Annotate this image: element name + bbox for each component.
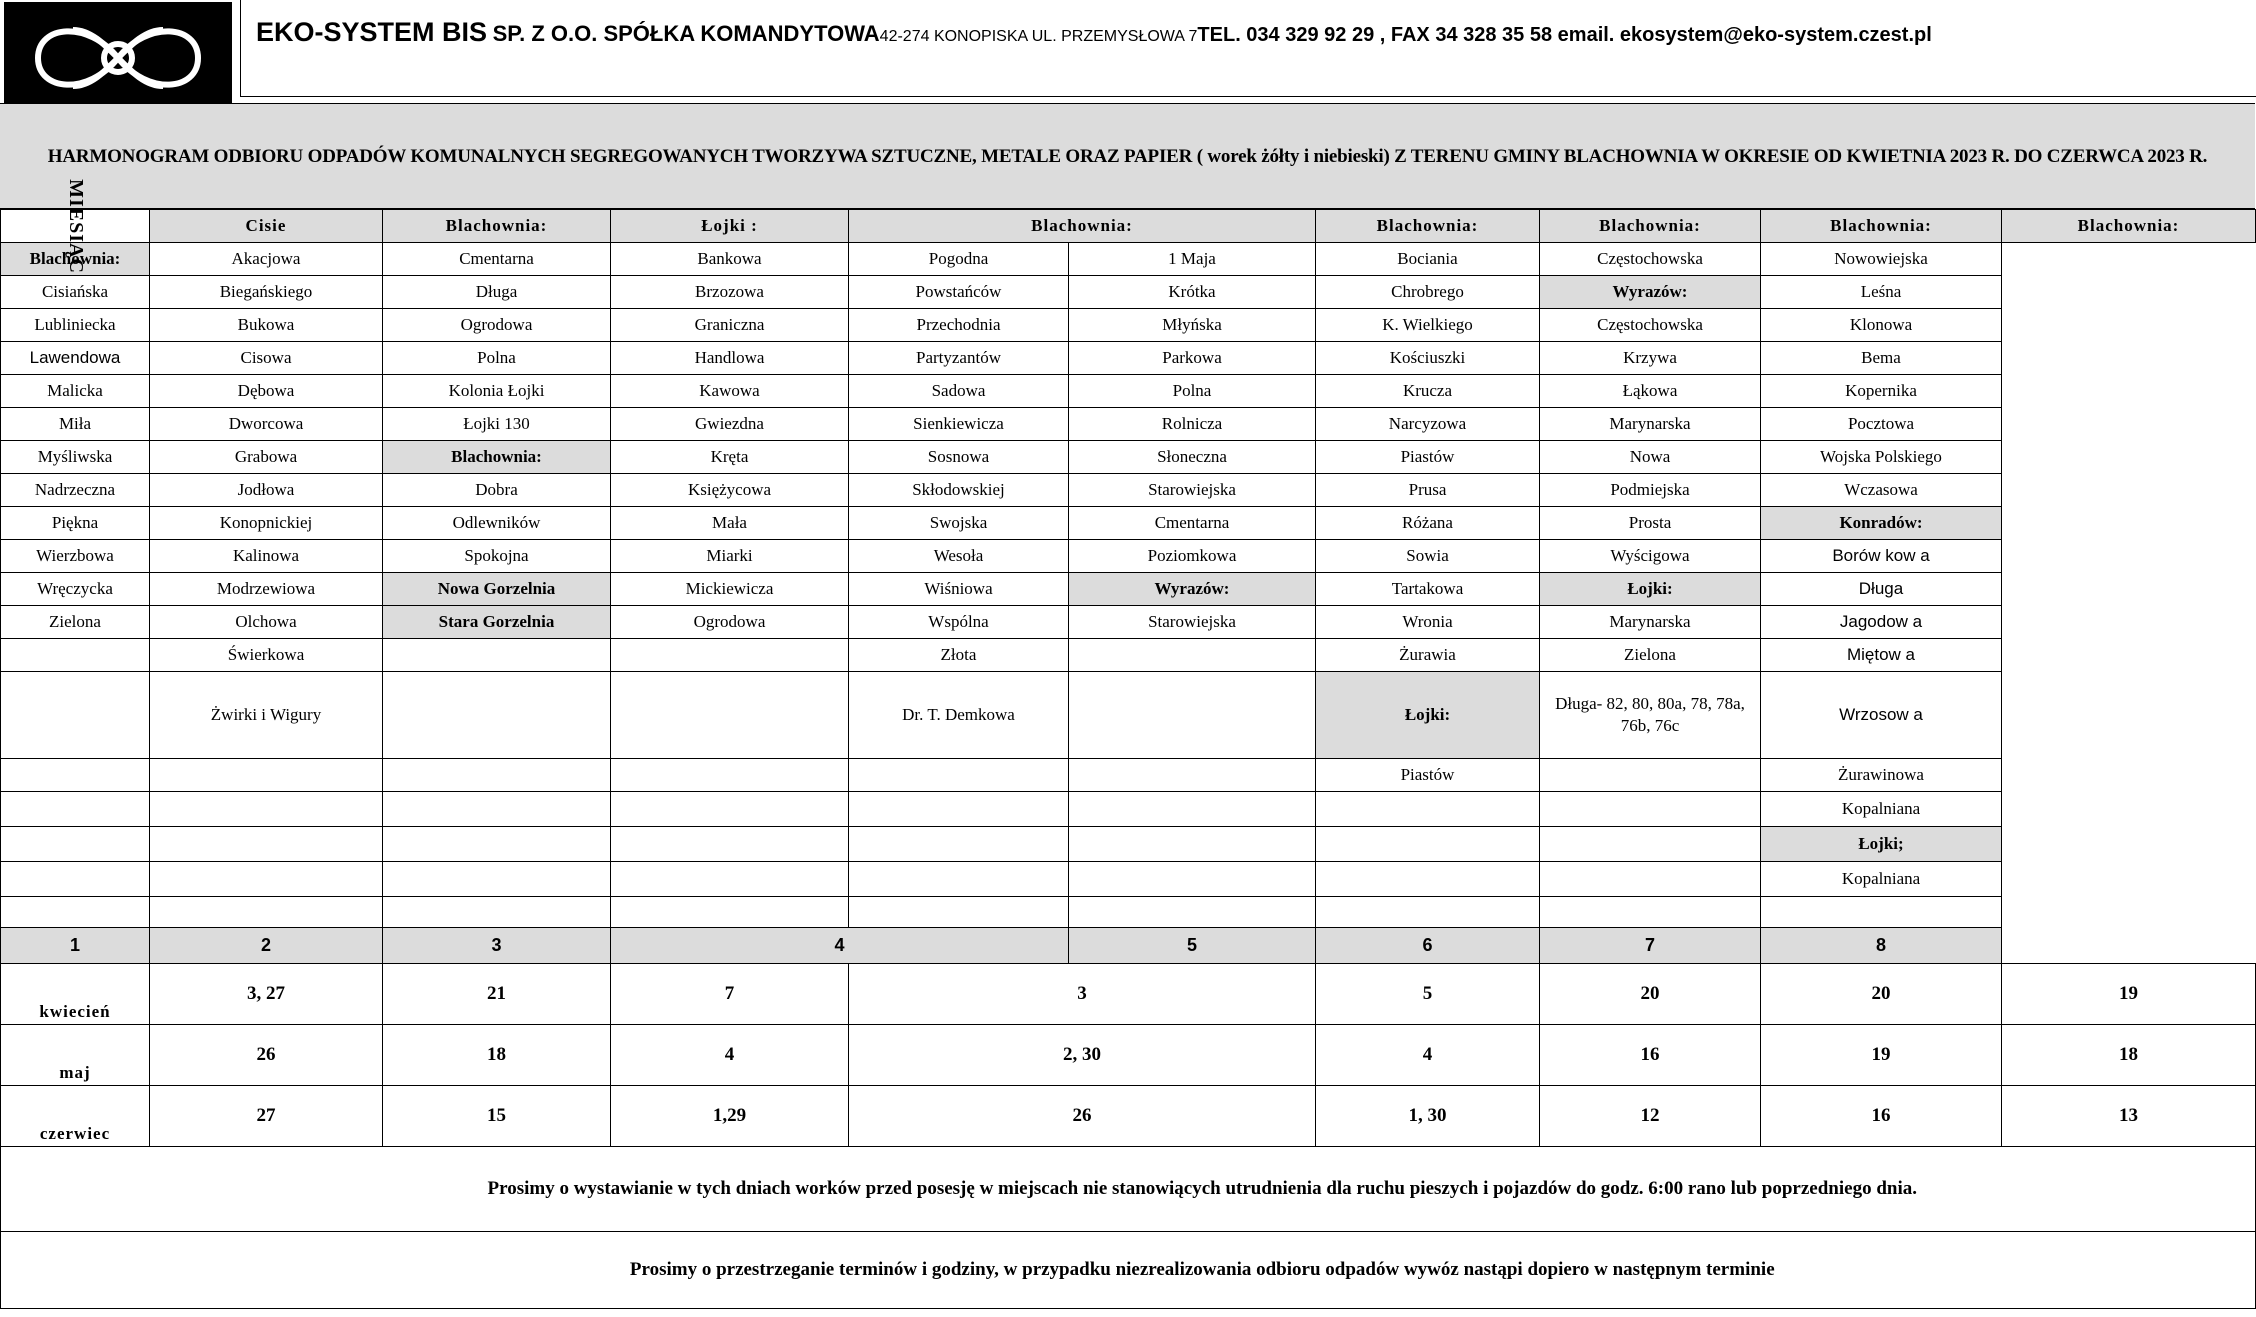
street-cell	[1069, 672, 1316, 759]
street-cell: Olchowa	[150, 606, 383, 639]
street-cell: Blachownia:	[383, 441, 611, 474]
area-number: 1	[1, 928, 150, 964]
street-cell: Jodłowa	[150, 474, 383, 507]
collection-date: 26	[150, 1025, 383, 1086]
collection-date: 27	[150, 1086, 383, 1147]
collection-date: 12	[1540, 1086, 1761, 1147]
street-cell	[1, 639, 150, 672]
area-number: 3	[383, 928, 611, 964]
street-cell: Wyścigowa	[1540, 540, 1761, 573]
collection-date: 1, 30	[1316, 1086, 1540, 1147]
street-cell	[1069, 827, 1316, 862]
month-rows	[1, 964, 2256, 1147]
street-cell: Wrzosow a	[1761, 672, 2002, 759]
street-cell: Blachownia:	[1, 243, 150, 276]
schedule-title-band	[0, 103, 2255, 209]
street-row	[1, 792, 2256, 827]
street-cell: Wierzbowa	[1, 540, 150, 573]
collection-date: 18	[383, 1025, 611, 1086]
note-text-1: Prosimy o wystawianie w tych dniach worków przed posesję w miejscach nie stanowiących utrudnienia dla ruchu pieszych i pojazdów do godz. 6:00 rano lub poprzedniego dnia.	[150, 1147, 2256, 1232]
collection-date: 7	[611, 964, 849, 1025]
month-name: czerwiec	[1, 1086, 150, 1147]
street-cell: Starowiejska	[1069, 606, 1316, 639]
street-row	[1, 827, 2256, 862]
street-cell: Wczasowa	[1761, 474, 2002, 507]
street-cell: Łąkowa	[1540, 375, 1761, 408]
street-cell: Różana	[1316, 507, 1540, 540]
street-cell	[1540, 897, 1761, 928]
schedule-table	[0, 178, 2256, 1309]
street-cell: Borów kow a	[1761, 540, 2002, 573]
street-row	[1, 759, 2256, 792]
street-row	[1, 243, 2256, 276]
street-cell: Lawendowa	[1, 342, 150, 375]
street-cell: Prusa	[1316, 474, 1540, 507]
street-cell	[1540, 827, 1761, 862]
collection-date: 16	[1761, 1086, 2002, 1147]
street-row	[1, 540, 2256, 573]
street-cell: Akacjowa	[150, 243, 383, 276]
document-header	[0, 0, 2255, 108]
street-cell	[611, 862, 849, 897]
street-cell	[1069, 792, 1316, 827]
street-cell: Poziomkowa	[1069, 540, 1316, 573]
company-contact: TEL. 034 329 92 29 , FAX 34 328 35 58 email. ekosystem@eko-system.czest.pl	[1197, 24, 1932, 46]
street-cell: Brzozowa	[611, 276, 849, 309]
street-cell: Konopnickiej	[150, 507, 383, 540]
number-row	[1, 928, 2256, 964]
street-cell	[611, 792, 849, 827]
street-cell	[849, 792, 1069, 827]
street-row	[1, 639, 2256, 672]
street-cell: Modrzewiowa	[150, 573, 383, 606]
street-row	[1, 408, 2256, 441]
street-cell: Nadrzeczna	[1, 474, 150, 507]
street-cell: Krucza	[1316, 375, 1540, 408]
street-cell: Sadowa	[849, 375, 1069, 408]
street-cell: Odlewników	[383, 507, 611, 540]
street-cell: Cmentarna	[1069, 507, 1316, 540]
street-row	[1, 309, 2256, 342]
street-cell: Marynarska	[1540, 408, 1761, 441]
street-cell: Kościuszki	[1316, 342, 1540, 375]
street-cell: Handlowa	[611, 342, 849, 375]
street-cell	[611, 827, 849, 862]
street-cell: Nowa Gorzelnia	[383, 573, 611, 606]
street-cell	[150, 827, 383, 862]
street-cell: Cisowa	[150, 342, 383, 375]
street-cell: Łojki 130	[383, 408, 611, 441]
street-cell: Bociania	[1316, 243, 1540, 276]
collection-date: 4	[611, 1025, 849, 1086]
street-cell: Wyrazów:	[1540, 276, 1761, 309]
street-cell: Myśliwska	[1, 441, 150, 474]
street-cell: Częstochowska	[1540, 243, 1761, 276]
street-cell: Wojska Polskiego	[1761, 441, 2002, 474]
street-cell: Bema	[1761, 342, 2002, 375]
street-cell: Nowa	[1540, 441, 1761, 474]
collection-date: 19	[2002, 964, 2256, 1025]
street-cell: Kalinowa	[150, 540, 383, 573]
street-row	[1, 375, 2256, 408]
street-cell: Piastów	[1316, 441, 1540, 474]
column-header-8: Blachownia:	[2002, 210, 2256, 243]
column-header-1: Cisie	[150, 210, 383, 243]
street-cell: Nowowiejska	[1761, 243, 2002, 276]
street-cell	[1316, 862, 1540, 897]
collection-date: 2, 30	[849, 1025, 1316, 1086]
street-cell	[383, 759, 611, 792]
street-cell: Biegańskiego	[150, 276, 383, 309]
street-row	[1, 897, 2256, 928]
street-cell: Dr. T. Demkowa	[849, 672, 1069, 759]
street-cell	[383, 827, 611, 862]
street-cell: Miarki	[611, 540, 849, 573]
street-cell: Dobra	[383, 474, 611, 507]
collection-date: 3	[849, 964, 1316, 1025]
area-number: 6	[1316, 928, 1540, 964]
month-row	[1, 1086, 2256, 1147]
street-cell: Pogodna	[849, 243, 1069, 276]
column-header-5: Blachownia:	[1316, 210, 1540, 243]
street-cell: Ogrodowa	[383, 309, 611, 342]
street-row	[1, 276, 2256, 309]
street-cell	[1540, 862, 1761, 897]
street-cell: Jagodow a	[1761, 606, 2002, 639]
street-cell: Polna	[383, 342, 611, 375]
street-cell: Złota	[849, 639, 1069, 672]
note-text-2: Prosimy o przestrzeganie terminów i godziny, w przypadku niezrealizowania odbioru odpadów wywóz nastąpi dopiero w następnym terminie	[150, 1232, 2256, 1309]
column-header-4: Blachownia:	[849, 210, 1316, 243]
company-name: EKO-SYSTEM BIS	[256, 17, 488, 47]
street-cell	[383, 862, 611, 897]
street-cell: Skłodowskiej	[849, 474, 1069, 507]
company-postal: 42-274 KONOPISKA UL	[879, 28, 1053, 45]
street-cell: Żwirki i Wigury	[150, 672, 383, 759]
street-cell: Częstochowska	[1540, 309, 1761, 342]
street-cell: Przechodnia	[849, 309, 1069, 342]
street-cell	[849, 862, 1069, 897]
area-number: 8	[1761, 928, 2002, 964]
street-cell	[1, 897, 150, 928]
street-cell: Partyzantów	[849, 342, 1069, 375]
collection-date: 3, 27	[150, 964, 383, 1025]
street-cell: Rolnicza	[1069, 408, 1316, 441]
street-cell: Łojki;	[1761, 827, 2002, 862]
street-cell	[1316, 827, 1540, 862]
company-legal: SP. Z O.O. SPÓŁKA KOMANDYTOWA	[492, 21, 880, 46]
street-cell: Krzywa	[1540, 342, 1761, 375]
street-cell	[611, 759, 849, 792]
street-cell	[150, 792, 383, 827]
street-cell	[849, 827, 1069, 862]
month-row	[1, 964, 2256, 1025]
collection-date: 16	[1540, 1025, 1761, 1086]
street-cell	[383, 792, 611, 827]
street-cell: Chrobrego	[1316, 276, 1540, 309]
street-cell: Spokojna	[383, 540, 611, 573]
knot-logo-icon	[18, 10, 218, 106]
street-cell: Starowiejska	[1069, 474, 1316, 507]
street-cell: Sowia	[1316, 540, 1540, 573]
street-cell: Kopalniana	[1761, 792, 2002, 827]
column-header-7: Blachownia:	[1761, 210, 2002, 243]
street-cell: Kolonia Łojki	[383, 375, 611, 408]
street-cell	[1316, 897, 1540, 928]
company-address: . PRZEMYSŁOWA 7	[1052, 28, 1198, 45]
street-cell: Długa	[1761, 573, 2002, 606]
street-rows	[1, 243, 2256, 928]
street-cell	[1, 759, 150, 792]
street-cell	[1540, 759, 1761, 792]
street-cell: Malicka	[1, 375, 150, 408]
street-cell: Prosta	[1540, 507, 1761, 540]
street-cell: Stara Gorzelnia	[383, 606, 611, 639]
street-cell	[849, 759, 1069, 792]
street-cell: Ogrodowa	[611, 606, 849, 639]
street-cell: Świerkowa	[150, 639, 383, 672]
street-cell: Narcyzowa	[1316, 408, 1540, 441]
street-row	[1, 474, 2256, 507]
street-row	[1, 672, 2256, 759]
street-cell: Młyńska	[1069, 309, 1316, 342]
street-cell: Graniczna	[611, 309, 849, 342]
street-cell: Marynarska	[1540, 606, 1761, 639]
street-cell	[1, 792, 150, 827]
street-cell: Sienkiewicza	[849, 408, 1069, 441]
street-cell: Żurawia	[1316, 639, 1540, 672]
month-name: maj	[1, 1025, 150, 1086]
street-cell: Konradów:	[1761, 507, 2002, 540]
street-cell: Powstańców	[849, 276, 1069, 309]
street-row	[1, 606, 2256, 639]
street-cell	[383, 672, 611, 759]
street-cell: Piastów	[1316, 759, 1540, 792]
street-cell	[1069, 639, 1316, 672]
street-cell: Leśna	[1761, 276, 2002, 309]
street-cell	[611, 897, 849, 928]
street-cell: 1 Maja	[1069, 243, 1316, 276]
collection-date: 18	[2002, 1025, 2256, 1086]
street-cell	[150, 759, 383, 792]
street-cell: Dębowa	[150, 375, 383, 408]
street-cell: Łojki:	[1316, 672, 1540, 759]
street-cell	[611, 672, 849, 759]
street-cell: Grabowa	[150, 441, 383, 474]
street-row	[1, 441, 2256, 474]
area-number: 7	[1540, 928, 1761, 964]
street-cell: Wesoła	[849, 540, 1069, 573]
company-logo	[4, 2, 232, 112]
street-cell	[150, 862, 383, 897]
street-row	[1, 573, 2256, 606]
street-cell: Klonowa	[1761, 309, 2002, 342]
street-cell	[383, 897, 611, 928]
street-cell	[1761, 897, 2002, 928]
company-info	[256, 12, 1932, 57]
note-spacer	[1, 1232, 150, 1309]
collection-date: 15	[383, 1086, 611, 1147]
street-cell: Miętow a	[1761, 639, 2002, 672]
street-cell	[1069, 862, 1316, 897]
street-cell: Pocztowa	[1761, 408, 2002, 441]
street-cell: Długa- 82, 80, 80a, 78, 78a, 76b, 76c	[1540, 672, 1761, 759]
collection-date: 20	[1540, 964, 1761, 1025]
area-number: 2	[150, 928, 383, 964]
street-cell: Wspólna	[849, 606, 1069, 639]
street-cell: Gwiezdna	[611, 408, 849, 441]
street-cell: Cmentarna	[383, 243, 611, 276]
street-cell: Swojska	[849, 507, 1069, 540]
street-cell: Wiśniowa	[849, 573, 1069, 606]
column-header-6: Blachownia:	[1540, 210, 1761, 243]
collection-date: 5	[1316, 964, 1540, 1025]
street-cell: Zielona	[1540, 639, 1761, 672]
street-cell: Tartakowa	[1316, 573, 1540, 606]
collection-date: 19	[1761, 1025, 2002, 1086]
collection-date: 20	[1761, 964, 2002, 1025]
street-cell: Zielona	[1, 606, 150, 639]
street-cell: Wyrazów:	[1069, 573, 1316, 606]
area-number: 5	[1069, 928, 1316, 964]
street-cell: Żurawinowa	[1761, 759, 2002, 792]
street-cell	[1, 672, 150, 759]
month-name: kwiecień	[1, 964, 150, 1025]
column-header-2: Blachownia:	[383, 210, 611, 243]
street-cell: Sosnowa	[849, 441, 1069, 474]
collection-date: 1,29	[611, 1086, 849, 1147]
street-cell: Dworcowa	[150, 408, 383, 441]
street-cell: Kawowa	[611, 375, 849, 408]
street-cell	[849, 897, 1069, 928]
street-cell	[1, 827, 150, 862]
month-side-label: MIESIĄC	[1, 210, 150, 243]
header-row	[1, 210, 2256, 243]
street-cell: Kopernika	[1761, 375, 2002, 408]
area-number: 4	[611, 928, 1069, 964]
street-row	[1, 507, 2256, 540]
street-cell: Bukowa	[150, 309, 383, 342]
street-cell	[150, 897, 383, 928]
street-cell: Kopalniana	[1761, 862, 2002, 897]
street-cell: Miła	[1, 408, 150, 441]
street-cell: Długa	[383, 276, 611, 309]
schedule-title: HARMONOGRAM ODBIORU ODPADÓW KOMUNALNYCH SEGREGOWANYCH TWORZYWA SZTUCZNE, METALE ORAZ PAPIER ( worek żółty i niebieski) Z TERENU GMINY BLACHOWNIA W OKRESIE OD KWIETNIA 2023 R. DO CZERWCA 2023 R.	[47, 145, 2208, 167]
street-cell: Księżycowa	[611, 474, 849, 507]
collection-date: 26	[849, 1086, 1316, 1147]
street-cell: Podmiejska	[1540, 474, 1761, 507]
note-spacer	[1, 1147, 150, 1232]
street-cell: Kręta	[611, 441, 849, 474]
note-row-2	[1, 1232, 2256, 1309]
street-cell: Wręczycka	[1, 573, 150, 606]
street-cell	[1069, 759, 1316, 792]
street-cell: Polna	[1069, 375, 1316, 408]
collection-date: 13	[2002, 1086, 2256, 1147]
month-row	[1, 1025, 2256, 1086]
street-cell: K. Wielkiego	[1316, 309, 1540, 342]
collection-date: 21	[383, 964, 611, 1025]
street-cell: Lubliniecka	[1, 309, 150, 342]
note-row-1	[1, 1147, 2256, 1232]
column-header-3: Łojki :	[611, 210, 849, 243]
street-cell	[1069, 897, 1316, 928]
street-cell	[1, 862, 150, 897]
street-cell: Wronia	[1316, 606, 1540, 639]
collection-date: 4	[1316, 1025, 1540, 1086]
street-cell: Krótka	[1069, 276, 1316, 309]
street-cell: Piękna	[1, 507, 150, 540]
street-cell	[611, 639, 849, 672]
street-cell: Mała	[611, 507, 849, 540]
street-cell: Słoneczna	[1069, 441, 1316, 474]
street-cell: Mickiewicza	[611, 573, 849, 606]
street-row	[1, 862, 2256, 897]
street-cell: Parkowa	[1069, 342, 1316, 375]
street-cell	[383, 639, 611, 672]
street-cell: Cisiańska	[1, 276, 150, 309]
street-cell	[1316, 792, 1540, 827]
street-cell	[1540, 792, 1761, 827]
schedule-grid	[0, 178, 2255, 1309]
street-row	[1, 342, 2256, 375]
street-cell: Łojki:	[1540, 573, 1761, 606]
street-cell: Bankowa	[611, 243, 849, 276]
